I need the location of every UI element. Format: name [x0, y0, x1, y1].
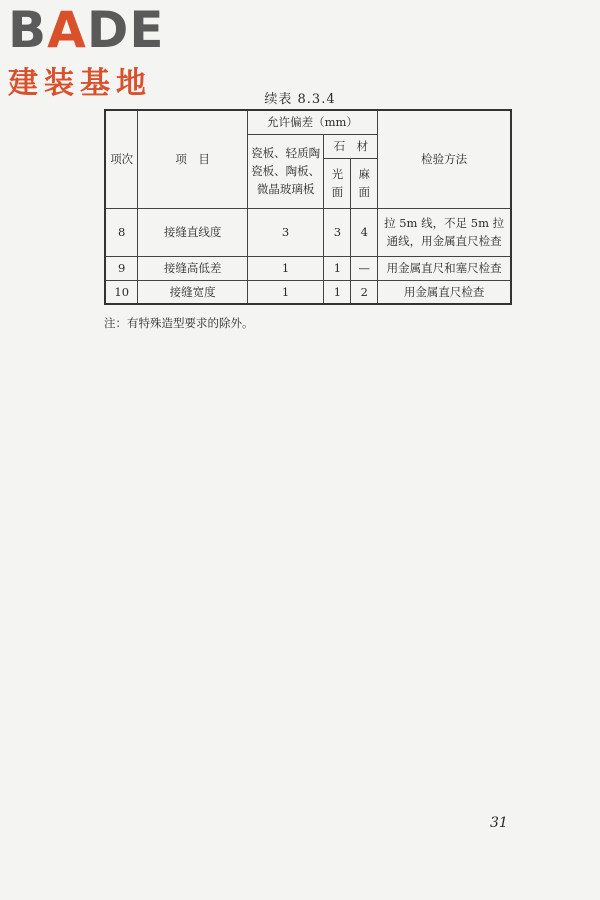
table-row: [105, 256, 511, 280]
row-polished: 1: [324, 256, 351, 280]
row-no: 9: [105, 256, 138, 280]
row-method: 用金属直尺和塞尺检查: [378, 256, 511, 280]
row-ceramic: 1: [247, 256, 324, 280]
row-item: 接缝高低差: [138, 256, 247, 280]
header-allowed-deviation: 允许偏差（mm）: [247, 110, 377, 134]
header-matte: 麻面: [351, 158, 378, 208]
deviation-table: [104, 109, 512, 305]
table-note: 注：有特殊造型要求的除外。: [104, 316, 254, 330]
row-matte: 2: [351, 280, 378, 304]
table-title: 续表 8.3.4: [264, 92, 336, 107]
row-method: 用金属直尺检查: [378, 280, 511, 304]
header-stone: 石 材: [324, 134, 378, 158]
row-ceramic: 1: [247, 280, 324, 304]
header-index: 项次: [105, 110, 138, 208]
row-method: 拉 5m 线，不足 5m 拉通线，用金属直尺检查: [378, 208, 511, 256]
row-matte: 4: [351, 208, 378, 256]
row-polished: 1: [324, 280, 351, 304]
row-matte: —: [351, 256, 378, 280]
table-row: [105, 208, 511, 256]
logo-subtitle: 建装基地: [8, 66, 152, 101]
logo-wordmark: BADE: [8, 1, 165, 59]
row-ceramic: 3: [247, 208, 324, 256]
header-ceramic: 瓷板、轻质陶瓷板、陶板、微晶玻璃板: [247, 134, 324, 208]
header-item: 项 目: [138, 110, 247, 208]
row-polished: 3: [324, 208, 351, 256]
header-polished: 光面: [324, 158, 351, 208]
row-item: 接缝直线度: [138, 208, 247, 256]
row-item: 接缝宽度: [138, 280, 247, 304]
page-number: 31: [490, 815, 508, 831]
header-method: 检验方法: [378, 110, 511, 208]
row-no: 10: [105, 280, 138, 304]
row-no: 8: [105, 208, 138, 256]
table-row: [105, 280, 511, 304]
